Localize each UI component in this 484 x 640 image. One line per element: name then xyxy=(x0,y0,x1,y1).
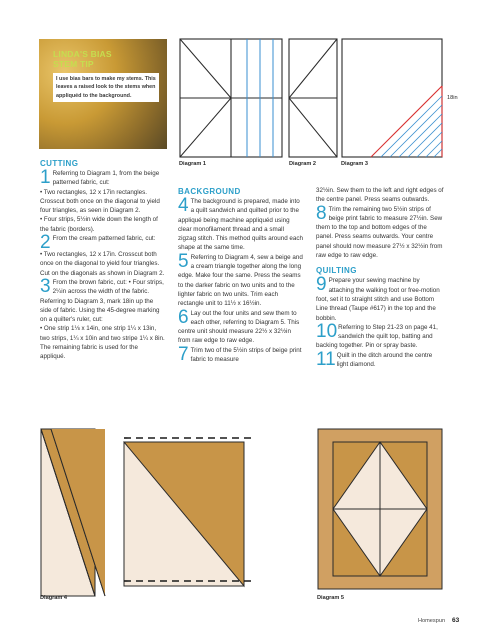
tip-content xyxy=(53,49,157,141)
step-3-text: From the brown fabric, cut: xyxy=(52,278,127,286)
step-8-text: Trim the remaining two 5½in strips of beige print fabric to measure 27½in. Sew them to the top and bottom edges of the panel. Press seams outwards. Your centre panel should now measure 27½ x 32½in from raw edge to raw edge. xyxy=(316,205,443,260)
step-3-bullet-3: The remaining fabric is used for the appliqué. xyxy=(40,344,138,361)
tip-box xyxy=(39,39,167,149)
diagram-1 xyxy=(179,38,283,158)
diagram-1-label: Diagram 1 xyxy=(179,161,207,167)
step-3 xyxy=(40,275,165,324)
step-4 xyxy=(178,197,303,253)
step-9-number: 9 xyxy=(316,274,327,296)
diagram-3-measure: 18in xyxy=(447,95,458,101)
step-11-text: Quilt in the ditch around the centre light diamond. xyxy=(336,351,433,369)
step-3-number: 3 xyxy=(40,275,51,297)
step-8-number: 8 xyxy=(316,202,327,224)
magazine-name: Homespun xyxy=(418,618,446,624)
step-7 xyxy=(178,343,303,365)
step-2 xyxy=(40,232,165,254)
step-7-text: Trim two of the 5½in strips of beige print fabric to measure xyxy=(190,346,302,364)
diagram-4-label: Diagram 4 xyxy=(40,595,68,601)
column-three xyxy=(316,186,444,369)
step-11 xyxy=(316,348,444,370)
step-1-bullet-1: • Two rectangles, 12 x 17in rectangles. Crosscut both once on the diagonal to yield four triangles, as seen in Diagram 2. xyxy=(40,188,160,215)
step-11-number: 11 xyxy=(316,348,336,370)
step-7-number: 7 xyxy=(178,343,189,365)
tip-title xyxy=(53,49,157,69)
step-6-number: 6 xyxy=(178,306,189,328)
step-10 xyxy=(316,320,444,351)
diagram-3-label: Diagram 3 xyxy=(341,161,369,167)
step-2-bullet-1: • Two rectangles, 12 x 17in. Crosscut both once on the diagonal to yield four triangles. Cut on the diagonals as shown in Diagram 2. xyxy=(40,251,165,277)
step-9-text: Prepare your sewing machine by attaching the walking foot or free-motion foot, set it to straight stitch and use Bottom Line thread (Taupe #617) in the top and the bobbin. xyxy=(316,277,440,322)
step-5-text: Referring to Diagram 4, sew a beige and a cream triangle together along the long edge. Make four the same. Press the seams to the darker fabric on two units and to the lighter fabric on two units. Trim each rectangle unit to 11½ x 16½in. xyxy=(178,253,303,308)
step-2-text: From the cream patterned fabric, cut: xyxy=(52,235,156,243)
quilting-heading: QUILTING xyxy=(316,266,357,276)
step-1-text: Referring to Diagram 1, from the beige patterned fabric, cut: xyxy=(52,170,160,187)
column-cutting xyxy=(40,158,165,362)
step-5-number: 5 xyxy=(178,250,189,272)
diagram-2-label: Diagram 2 xyxy=(289,161,317,167)
column-background xyxy=(178,186,303,364)
step-5 xyxy=(178,250,303,309)
step-8 xyxy=(316,202,444,261)
step-10-number: 10 xyxy=(316,320,338,342)
step-6 xyxy=(178,306,303,346)
step-7-continued: 32½in. Sew them to the left and right edges of the centre panel. Press seams outwards. xyxy=(316,187,444,204)
tip-text: I use bias bars to make my stems. This leaves a raised look to the stems when appliquéd to the background. xyxy=(53,73,159,102)
step-2-number: 2 xyxy=(40,232,51,254)
tip-title-line1: LINDA'S BIAS xyxy=(53,49,112,59)
step-1 xyxy=(40,169,165,188)
step-4-text: The background is prepared, made into a quilt sandwich and quilted prior to the appliqué being machine appliquéd using clear monofilament thread and a small zigzag stitch. This method quilts around each shape at the same time. xyxy=(178,198,303,252)
diagram-3 xyxy=(341,38,443,158)
step-4-number: 4 xyxy=(178,195,189,216)
step-10-text: Referring to Step 21-23 on page 41, sandwich the quilt top, batting and backing together. Pin or spray baste. xyxy=(316,323,438,350)
page-number: 63 xyxy=(452,617,460,624)
step-1-number: 1 xyxy=(40,167,51,188)
step-9 xyxy=(316,276,444,322)
step-1-bullet-2: • Four strips, 5½in wide down the length of the fabric (borders). xyxy=(40,216,158,233)
diagram-5-label: Diagram 5 xyxy=(317,595,345,601)
diagram-4 xyxy=(40,428,310,598)
diagram-2 xyxy=(288,38,338,158)
cutting-heading: CUTTING xyxy=(40,159,79,168)
diagram-5 xyxy=(317,428,443,590)
step-3-bullet-1: • Four strips, 2¼in across the width of the fabric. Referring to Diagram 3, mark 18in up the side of fabric. Using the 45-degree marking on a quilter's ruler, cut: xyxy=(40,278,164,324)
step-6-text: Lay out the four units and sew them to each other, referring to Diagram 5. This centre unit should measure 22½ x 32½in from raw edge to raw edge. xyxy=(178,309,300,345)
background-heading: BACKGROUND xyxy=(178,187,241,196)
step-3-bullet-2: • One strip 1⅛ x 14in, one strip 1¼ x 13in, two strips, 1¼ x 10in and two stripe 1¼ x 8in. xyxy=(40,325,165,342)
tip-title-line2: STEM TIP xyxy=(53,59,94,69)
